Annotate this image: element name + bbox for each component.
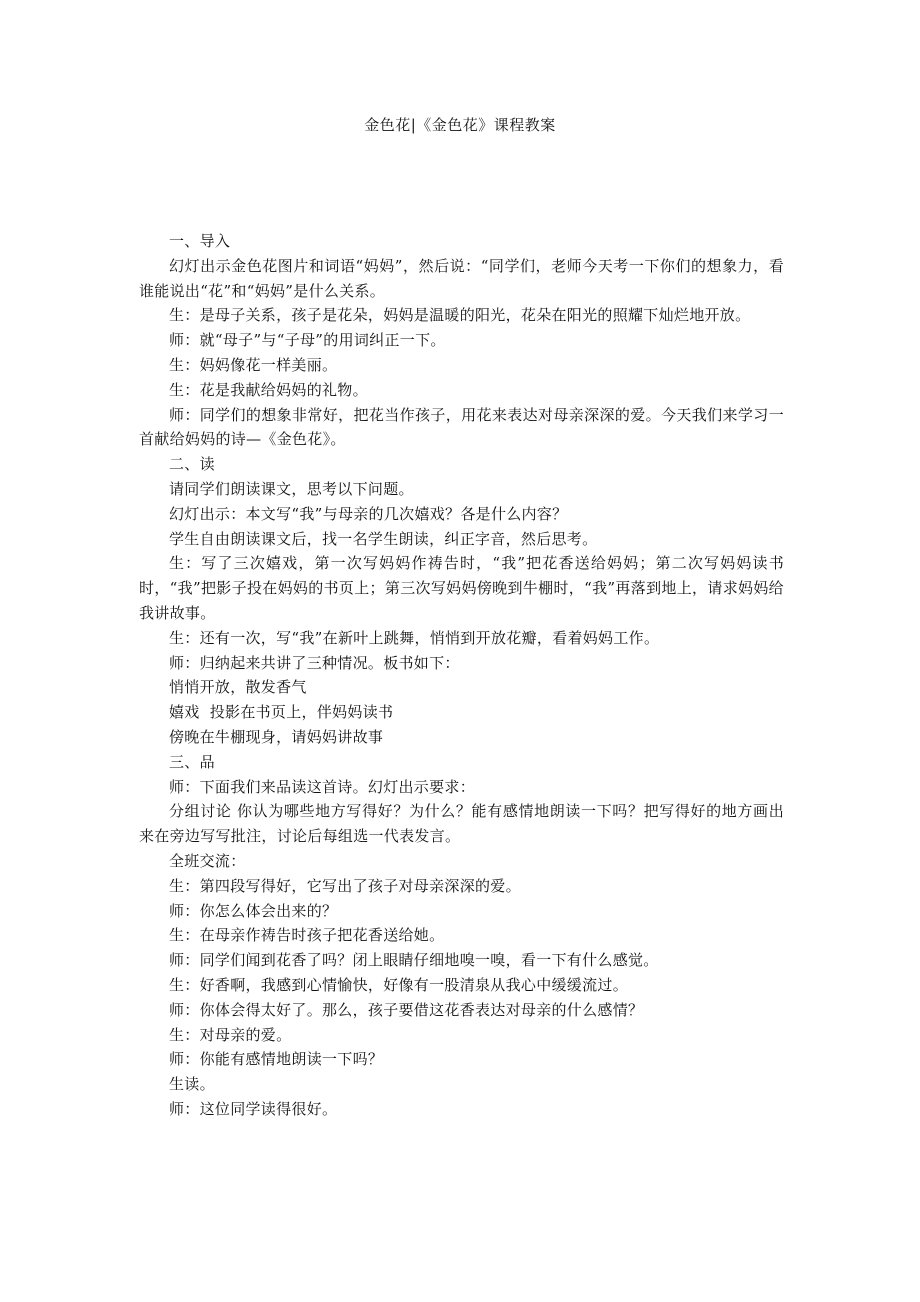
paragraph: 师：你怎么体会出来的？ xyxy=(169,901,338,920)
section-heading-intro: 一、导入 xyxy=(169,232,231,250)
paragraph: 师：同学们的想象非常好，把花当作孩子，用花来表达对母亲深深的爱。今天我们来学习一首献给妈妈的诗—《金色花》。 xyxy=(139,405,784,449)
board-line: 傍晚在牛棚现身，请妈妈讲故事 xyxy=(169,727,384,746)
board-line: 嬉戏 投影在书页上，伴妈妈读书 xyxy=(169,703,394,722)
paragraph: 全班交流： xyxy=(169,851,246,870)
document-body xyxy=(139,229,784,1122)
paragraph: 生：妈妈像花一样美丽。 xyxy=(169,355,338,374)
paragraph: 生：第四段写得好，它写出了孩子对母亲深深的爱。 xyxy=(169,876,521,895)
paragraph: 师：就“母子”与“子母”的用词纠正一下。 xyxy=(169,331,446,350)
paragraph: 生：写了三次嬉戏，第一次写妈妈作祷告时，“我”把花香送给妈妈；第二次写妈妈读书时，“我”把影子投在妈妈的书页上；第三次写妈妈傍晚到牛棚时，“我”再落到地上，请求妈妈给我讲故事。 xyxy=(139,554,784,622)
paragraph: 生：好香啊，我感到心情愉快，好像有一股清泉从我心中缓缓流过。 xyxy=(169,975,629,994)
paragraph: 师：这位同学读得很好。 xyxy=(169,1099,338,1118)
paragraph: 师：同学们闻到花香了吗？闭上眼睛仔细地嗅一嗅，看一下有什么感觉。 xyxy=(169,951,659,970)
paragraph: 幻灯出示：本文写“我”与母亲的几次嬉戏？各是什么内容？ xyxy=(169,504,568,523)
paragraph: 生读。 xyxy=(169,1075,215,1094)
board-line: 悄悄开放，散发香气 xyxy=(169,678,307,697)
paragraph: 分组讨论 你认为哪些地方写得好？为什么？能有感情地朗读一下吗？把写得好的地方画出来在旁边写写批注，讨论后每组选一代表发言。 xyxy=(139,802,784,846)
paragraph: 生：还有一次，写“我”在新叶上跳舞，悄悄到开放花瓣，看着妈妈工作。 xyxy=(169,628,660,647)
section-heading-appreciate: 三、品 xyxy=(169,752,215,771)
paragraph: 师：归纳起来共讲了三种情况。板书如下： xyxy=(169,653,460,672)
paragraph: 生：花是我献给妈妈的礼物。 xyxy=(169,380,368,399)
paragraph: 师：你体会得太好了。那么，孩子要借这花香表达对母亲的什么感情？ xyxy=(169,1000,644,1019)
paragraph: 生：在母亲作祷告时孩子把花香送给她。 xyxy=(169,926,445,945)
paragraph: 生：是母子关系，孩子是花朵，妈妈是温暖的阳光，花朵在阳光的照耀下灿烂地开放。 xyxy=(169,306,751,325)
paragraph: 师：下面我们来品读这首诗。幻灯出示要求： xyxy=(169,777,476,796)
section-heading-read: 二、读 xyxy=(169,455,215,474)
paragraph: 学生自由朗读课文后，找一名学生朗读，纠正字音，然后思考。 xyxy=(169,529,598,548)
paragraph: 幻灯出示金色花图片和词语“妈妈”，然后说：“同学们，老师今天考一下你们的想象力，看谁能说出“花”和“妈妈”是什么关系。 xyxy=(139,256,784,300)
paragraph: 师：你能有感情地朗读一下吗？ xyxy=(169,1050,384,1069)
document-title: 金色花|《金色花》课程教案 xyxy=(364,116,556,134)
paragraph: 请同学们朗读课文，思考以下问题。 xyxy=(169,479,414,498)
paragraph: 生：对母亲的爱。 xyxy=(169,1025,292,1044)
